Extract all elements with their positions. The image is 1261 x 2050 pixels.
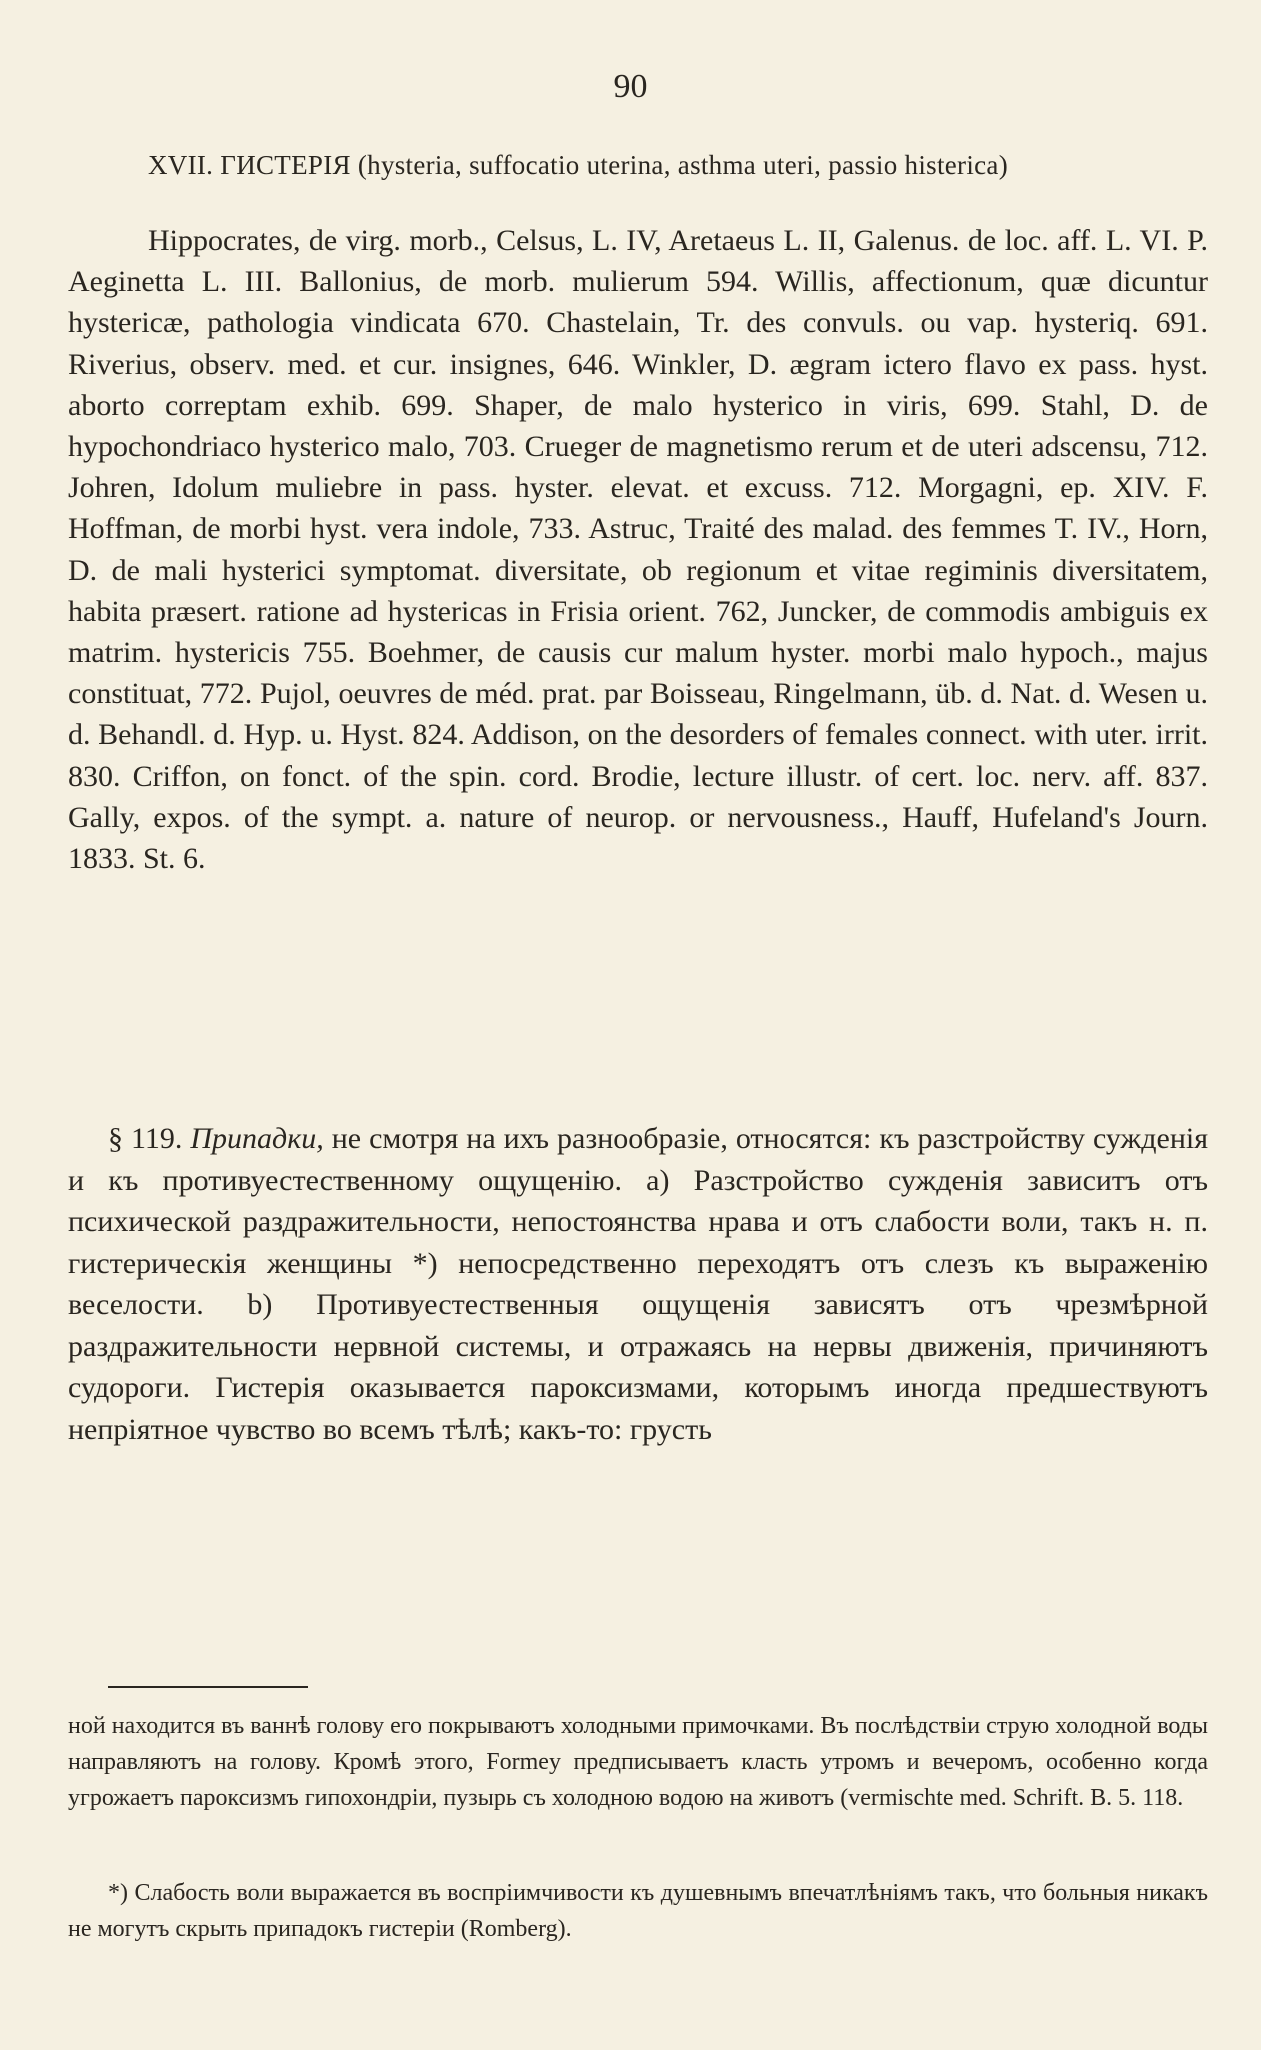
footnote-continued: ной находится въ ваннѣ голову его покрываютъ холодными примочками. Въ послѣдствіи струю холодной воды направляютъ на голову. Кромѣ этого, Formey предписываетъ класть утромъ и вечеромъ, особенно когда угрожаетъ пароксизмъ гипохондріи, пузырь съ холодною водою на животъ (vermischte med. Schrift. B. 5. 118. [68, 1713, 1208, 1811]
section-text: не смотря на ихъ разнообразіе, относятся: къ разстройству сужденія и къ противуестественному ощущенію. а) Разстройство сужденія зависитъ отъ психической раздражительности, непостоянства нрава и отъ слабости воли, такъ н. п. гистерическія женщины *) непосредственно переходятъ отъ слезъ къ выраженію веселости. b) Противуестественныя ощущенія зависятъ отъ чрезмѣрной раздражительности нервной системы, и отражаясь на нервы движенія, причиняютъ судороги. Гистерія оказывается пароксизмами, которымъ иногда предшествуютъ непріятное чувство во всемъ тѣлѣ; какъ-то: грусть [68, 1122, 1209, 1446]
section-paragraph [68, 1118, 1208, 1450]
bibliography-paragraph: Hippocrates, de virg. morb., Celsus, L. IV, Aretaeus L. II, Galenus. de loc. aff. L. VI. P. Aeginetta L. III. Ballonius, de morb. mulierum 594. Willis, affectionum, quæ dicuntur hystericæ, pathologia vindicata 670. Chastelain, Tr. des convuls. ou vap. hysteriq. 691. Riverius, observ. med. et cur. insignes, 646. Winkler, D. ægram ictero flavo ex pass. hyst. aborto correptam exhib. 699. Shaper, de malo hysterico in viris, 699. Stahl, D. de hypochondriaco hysterico malo, 703. Crueger de magnetismo rerum et de uteri adscensu, 712. Johren, Idolum muliebre in pass. hyster. elevat. et excuss. 712. Morgagni, ep. XIV. F. Hoffman, de morbi hyst. vera indole, 733. Astruc, Traité des malad. des femmes T. IV., Horn, D. de mali hysterici symptomat. diversitate, ob regionum et vitae regiminis diversitatem, habita præsert. ratione ad hystericas in Frisia orient. 762, Juncker, de commodis ambiguis ex matrim. hystericis 755. Boehmer, de causis cur malum hyster. morbi malo hypoch., majus constituat, 772. Pujol, oeuvres de méd. prat. par Boisseau, Ringelmann, üb. d. Nat. d. Wesen u. d. Behandl. d. Hyp. u. Hyst. 824. Addison, on the desorders of females connect. with uter. irrit. 830. Criffon, on fonct. of the spin. cord. Brodie, lecture illustr. of cert. loc. nerv. aff. 837. Gally, expos. of the sympt. a. nature of neurop. or nervousness., Hauff, Hufeland's Journ. 1833. St. 6. [68, 224, 1208, 876]
page-number: 90 [613, 68, 648, 105]
chapter-heading: XVII. ГИСТЕРIЯ (hysteria, suffocatio uterina, asthma uteri, passio histerica) [148, 150, 1008, 180]
section-mark: § 119. [108, 1122, 183, 1155]
footnote: *) Слабость воли выражается въ воспріимчивости къ душевнымъ впечатлѣніямъ такъ, что больныя никакъ не могутъ скрыть припадокъ гистеріи (Romberg). [68, 1880, 1208, 1942]
section-title: Припадки, [190, 1122, 324, 1155]
footnote-divider [108, 1686, 308, 1688]
